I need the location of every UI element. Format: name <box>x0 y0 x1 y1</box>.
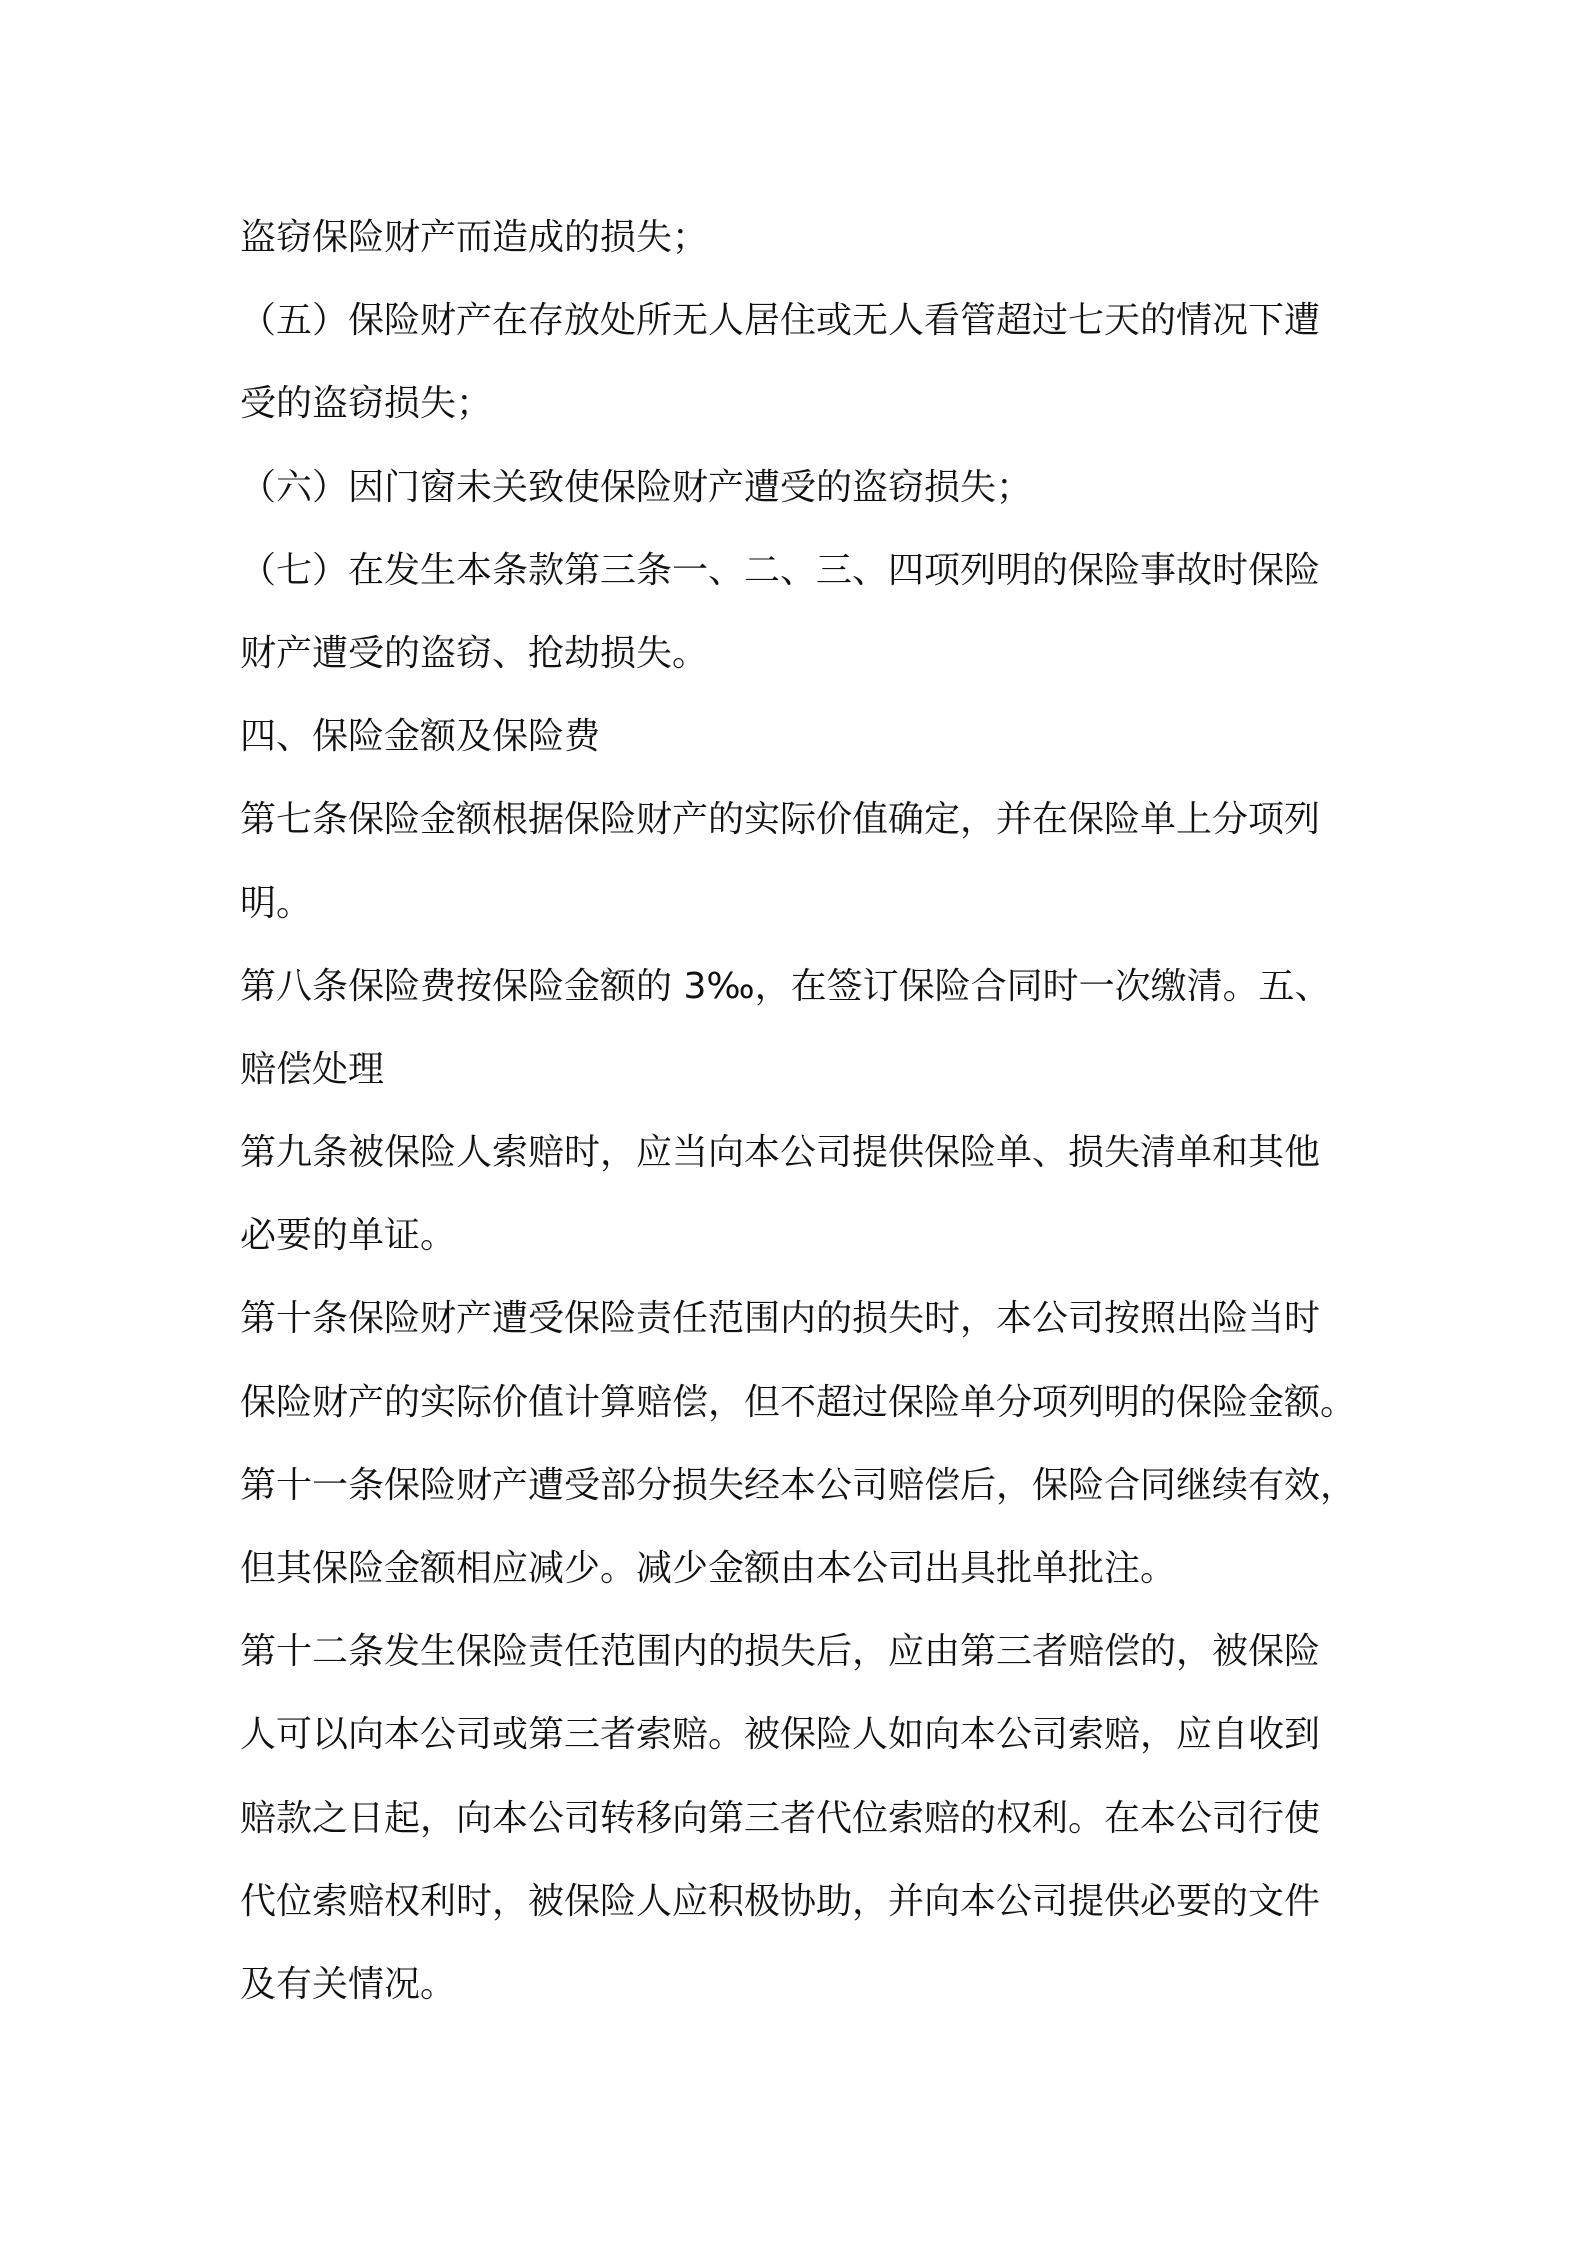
text-line: 保险财产的实际价值计算赔偿，但不超过保险单分项列明的保险金额。 <box>240 1381 1357 1423</box>
text-line: 第八条保险费按保险金额的 3‰，在签订保险合同时一次缴清。五、 <box>240 965 1331 1007</box>
text-line: （七）在发生本条款第三条一、二、三、四项列明的保险事故时保险 <box>240 549 1321 591</box>
text-line: 受的盗窃损失； <box>240 383 493 425</box>
text-line: 及有关情况。 <box>240 1963 457 2005</box>
text-line: 第十一条保险财产遭受部分损失经本公司赔偿后，保险合同继续有效， <box>240 1464 1357 1506</box>
text-line: 财产遭受的盗窃、抢劫损失。 <box>240 632 709 674</box>
text-line: 人可以向本公司或第三者索赔。被保险人如向本公司索赔，应自收到 <box>240 1714 1321 1756</box>
text-line: 代位索赔权利时，被保险人应积极协助，并向本公司提供必要的文件 <box>240 1880 1321 1922</box>
text-line: 赔款之日起，向本公司转移向第三者代位索赔的权利。在本公司行使 <box>240 1797 1321 1839</box>
text-line: （五）保险财产在存放处所无人居住或无人看管超过七天的情况下遭 <box>240 300 1321 342</box>
text-line: 第九条被保险人索赔时，应当向本公司提供保险单、损失清单和其他 <box>240 1132 1321 1174</box>
text-line: 盗窃保险财产而造成的损失； <box>240 217 709 258</box>
text-line: 第七条保险金额根据保险财产的实际价值确定，并在保险单上分项列 <box>240 799 1321 841</box>
text-line: （六）因门窗未关致使保险财产遭受的盗窃损失； <box>240 466 1033 508</box>
section-heading: 赔偿处理 <box>240 1048 385 1090</box>
text-line: 第十二条发生保险责任范围内的损失后，应由第三者赔偿的，被保险 <box>240 1631 1321 1673</box>
text-line: 但其保险金额相应减少。减少金额由本公司出具批单批注。 <box>240 1548 1177 1589</box>
text-line: 明。 <box>240 882 313 924</box>
document-body <box>240 196 1370 2026</box>
text-line: 必要的单证。 <box>240 1215 457 1257</box>
text-line: 第十条保险财产遭受保险责任范围内的损失时，本公司按照出险当时 <box>240 1298 1321 1340</box>
section-heading: 四、保险金额及保险费 <box>240 716 601 758</box>
